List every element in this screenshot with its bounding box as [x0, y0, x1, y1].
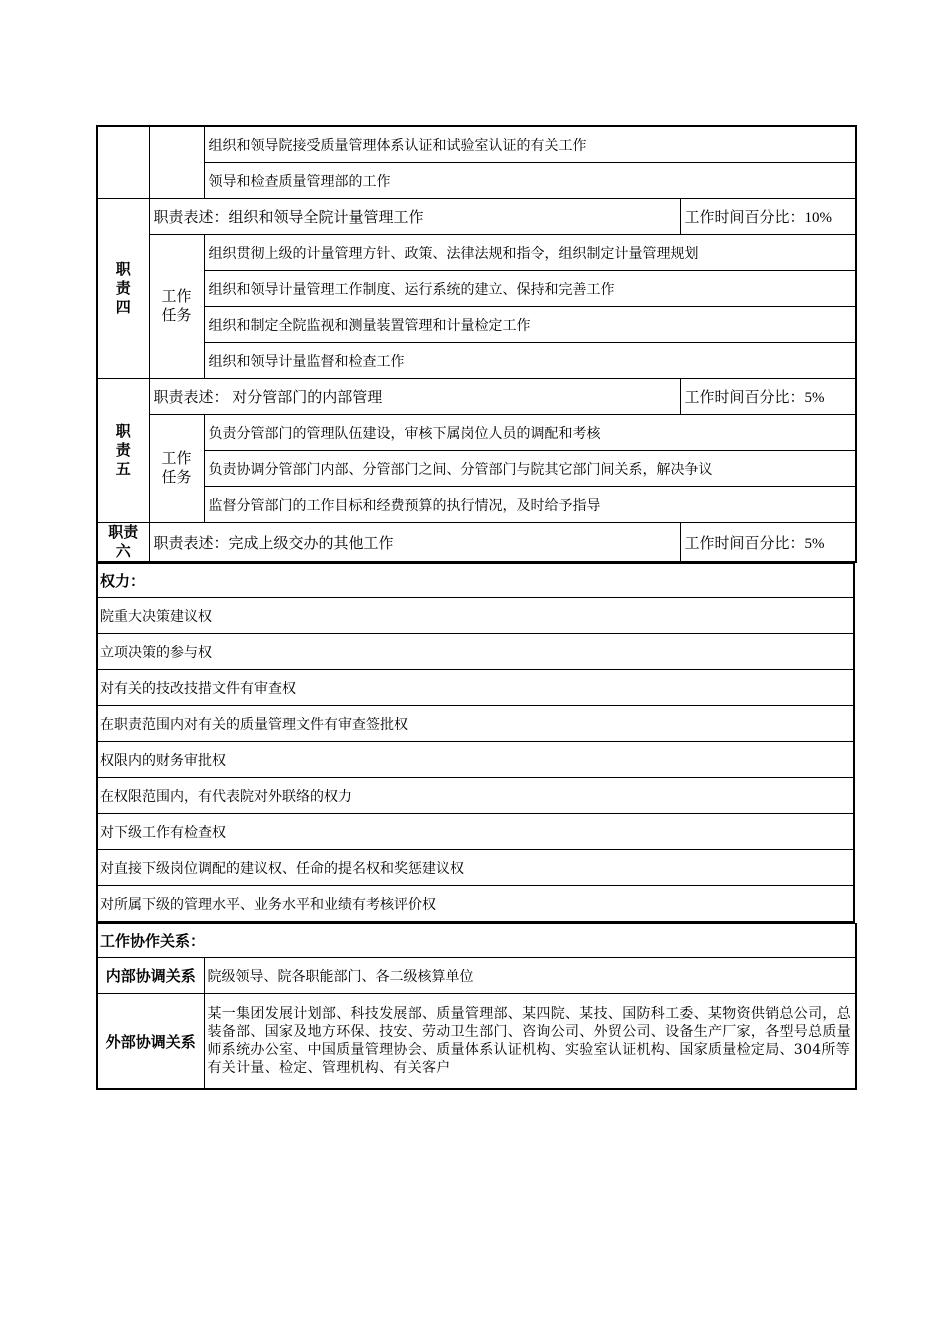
duty5-task-2: 负责协调分管部门内部、分管部门之间、分管部门与院其它部门间关系，解决争议: [204, 451, 856, 487]
power-item-8: 对直接下级岗位调配的建议权、任命的提名权和奖惩建议权: [97, 850, 854, 886]
duty3-label-cell: [97, 126, 149, 199]
duty6-row: [97, 523, 856, 563]
duty5-desc-row: [97, 379, 856, 415]
power-item-3: 对有关的技改技措文件有审查权: [97, 670, 854, 706]
duty5-task-row-2: [97, 451, 856, 487]
duty4-task-row-3: [97, 307, 856, 343]
duty5-task-3: 监督分管部门的工作目标和经费预算的执行情况，及时给予指导: [204, 487, 856, 523]
duty6-label: [97, 523, 149, 563]
duty4-task-row-2: [97, 271, 856, 307]
duty4-description: 职责表述：组织和领导全院计量管理工作: [149, 199, 680, 235]
duty4-task-label-text: 工作任务: [161, 288, 192, 324]
internal-relations-label: 内部协调关系: [97, 958, 204, 994]
duty5-label-text: 职责五: [115, 422, 131, 478]
duty4-task-3: 组织和制定全院监视和测量装置管理和计量检定工作: [204, 307, 856, 343]
external-relations-label: 外部协调关系: [97, 994, 204, 1090]
power-item-2: 立项决策的参与权: [97, 634, 854, 670]
relations-title: 工作协作关系：: [97, 924, 856, 958]
power-item-5: 权限内的财务审批权: [97, 742, 854, 778]
duty3-task-1: 组织和领导院接受质量管理体系认证和试验室认证的有关工作: [204, 126, 856, 163]
duty4-label-text: 职责四: [115, 260, 131, 316]
internal-relations-value: 院级领导、院各职能部门、各二级核算单位: [204, 958, 856, 994]
duty5-label: [97, 379, 149, 523]
duty5-task-label-text: 工作任务: [161, 450, 192, 486]
duty5-time-percent: 工作时间百分比：5%: [680, 379, 856, 415]
duty4-label: [97, 199, 149, 379]
duty6-label-text: 职责六: [108, 523, 139, 560]
duty4-task-label: [149, 235, 204, 379]
power-item-4: 在职责范围内对有关的质量管理文件有审查签批权: [97, 706, 854, 742]
duties-table: [96, 125, 857, 563]
duty4-desc-row: [97, 199, 856, 235]
power-title: 权力：: [97, 564, 854, 598]
duty6-description: 职责表述：完成上级交办的其他工作: [149, 523, 680, 563]
duty4-task-4: 组织和领导计量监督和检查工作: [204, 343, 856, 379]
power-table: [96, 563, 855, 923]
power-item-9: 对所属下级的管理水平、业务水平和业绩有考核评价权: [97, 886, 854, 923]
duty4-task-1: 组织贯彻上级的计量管理方针、政策、法律法规和指令，组织制定计量管理规划: [204, 235, 856, 271]
duty4-time-percent: 工作时间百分比：10%: [680, 199, 856, 235]
duty4-task-2: 组织和领导计量管理工作制度、运行系统的建立、保持和完善工作: [204, 271, 856, 307]
duty3-task-2: 领导和检查质量管理部的工作: [204, 163, 856, 199]
duty3-task-row-2: [97, 163, 856, 199]
duty3-task-row-1: [97, 126, 856, 163]
duty4-task-row-4: [97, 343, 856, 379]
job-description-document: [96, 125, 855, 1090]
relations-table: [96, 923, 857, 1090]
duty6-time-percent: 工作时间百分比：5%: [680, 523, 856, 563]
power-item-1: 院重大决策建议权: [97, 598, 854, 634]
duty4-task-row-1: [97, 235, 856, 271]
duty5-task-row-1: [97, 415, 856, 451]
external-relations-value: 某一集团发展计划部、科技发展部、质量管理部、某四院、某技、国防科工委、某物资供销总公司，总装备部、国家及地方环保、技安、劳动卫生部门、咨询公司、外贸公司、设备生产厂家，各型号总质量师系统办公室、中国质量管理协会、质量体系认证机构、实验室认证机构、国家质量检定局、304所等有关计量、检定、管理机构、有关客户: [204, 994, 856, 1090]
duty5-description: 职责表述： 对分管部门的内部管理: [149, 379, 680, 415]
power-item-6: 在权限范围内，有代表院对外联络的权力: [97, 778, 854, 814]
duty5-task-row-3: [97, 487, 856, 523]
duty5-task-1: 负责分管部门的管理队伍建设，审核下属岗位人员的调配和考核: [204, 415, 856, 451]
power-item-7: 对下级工作有检查权: [97, 814, 854, 850]
duty5-task-label: [149, 415, 204, 523]
duty3-task-label-cell: [149, 126, 204, 199]
